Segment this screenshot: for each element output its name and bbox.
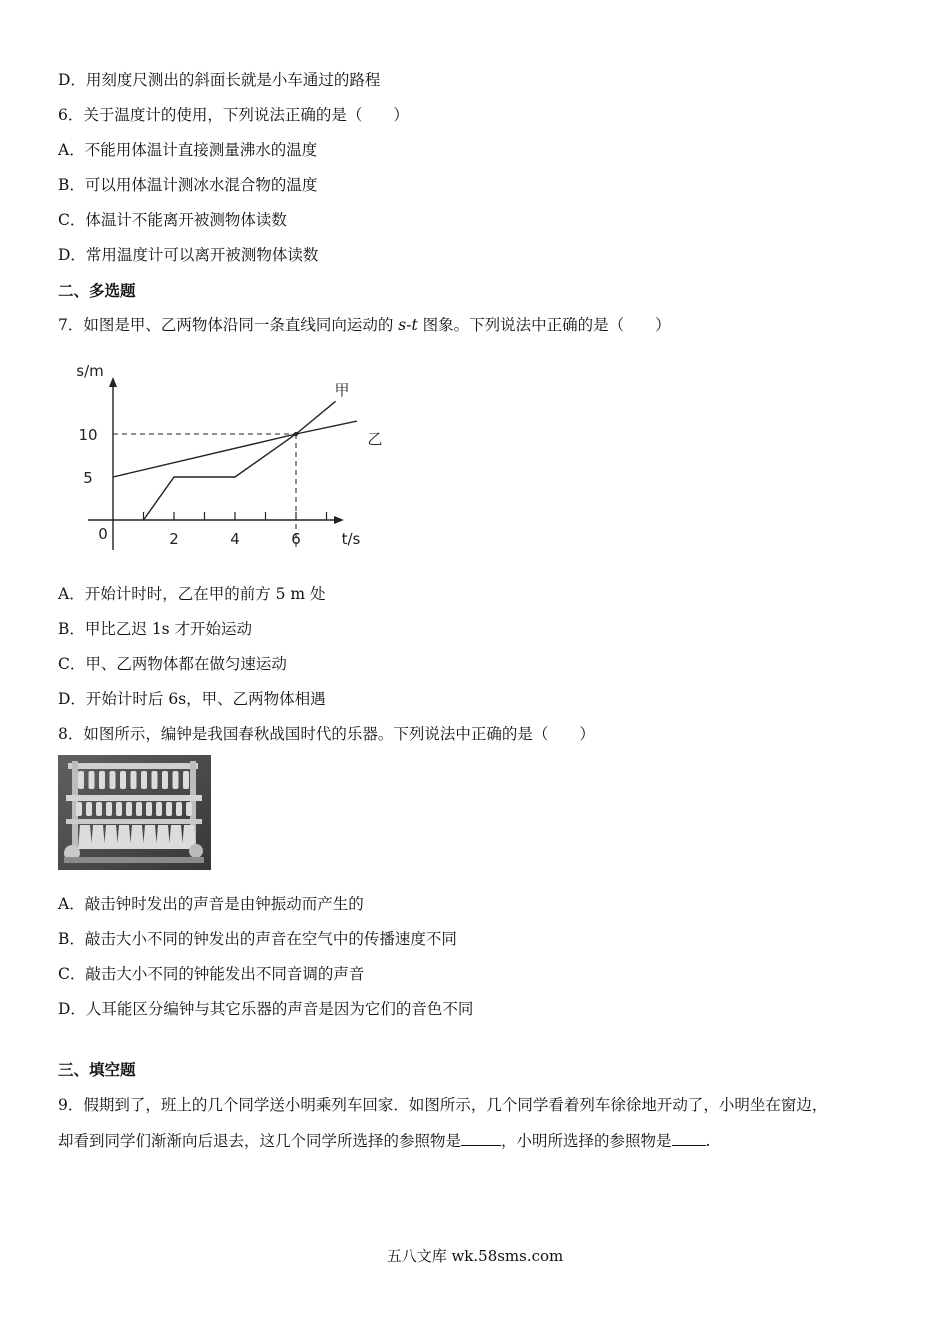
large-bell — [117, 825, 131, 849]
series-line-jia — [144, 401, 336, 520]
q6-option-a: A．不能用体温计直接测量沸水的温度 — [58, 141, 318, 159]
meeting-point — [294, 432, 298, 436]
middle-bell — [96, 802, 102, 816]
middle-bell — [146, 802, 152, 816]
small-bell — [120, 771, 126, 789]
middle-bell — [136, 802, 142, 816]
x-tick-label-2: 2 — [169, 530, 179, 548]
answer-blank-2[interactable] — [672, 1130, 706, 1146]
large-bell — [130, 825, 144, 849]
large-bell — [143, 825, 157, 849]
t-axis-arrow — [334, 516, 344, 524]
section-heading-fill-in: 三、填空题 — [58, 1060, 136, 1079]
series-label-jia: 甲 — [334, 381, 350, 399]
q7-option-a: A．开始计时时，乙在甲的前方 5 m 处 — [58, 585, 326, 603]
q5-option-d: D．用刻度尺测出的斜面长就是小车通过的路程 — [58, 71, 381, 89]
large-bell — [169, 825, 183, 849]
q7-stem-before: 7．如图是甲、乙两物体沿同一条直线同向运动的 — [58, 316, 399, 334]
middle-bell — [186, 802, 192, 816]
middle-bell — [116, 802, 122, 816]
y-tick-label-10: 10 — [78, 426, 98, 444]
graph-series — [113, 401, 357, 520]
q9-line-1: 9．假期到了，班上的几个同学送小明乘列车回家．如图所示，几个同学看着列车徐徐地开动了，小明坐在窗边， — [58, 1096, 828, 1114]
q7-option-b: B．甲比乙迟 1s 才开始运动 — [58, 620, 253, 638]
x-tick-label-6: 6 — [291, 530, 301, 548]
y-axis-label: s/m — [76, 362, 104, 380]
middle-bell — [176, 802, 182, 816]
small-bell — [99, 771, 105, 789]
middle-bell — [106, 802, 112, 816]
q9-text-b: ，小明所选择的参照物是 — [501, 1132, 672, 1150]
q9-line-2 — [58, 1130, 710, 1152]
x-axis-label: t/s — [341, 530, 361, 548]
graph-axes — [88, 377, 344, 550]
bianzhong-photo — [58, 755, 211, 870]
s-t-graph — [70, 355, 383, 555]
series-line-yi — [113, 421, 357, 477]
large-bell — [104, 825, 118, 849]
middle-bell — [76, 802, 82, 816]
small-bell — [173, 771, 179, 789]
small-bell — [131, 771, 137, 789]
q6-option-d: D．常用温度计可以离开被测物体读数 — [58, 246, 319, 264]
q7-stem — [58, 314, 671, 336]
large-bell — [91, 825, 105, 849]
x-tick-label-0: 0 — [98, 525, 108, 543]
middle-bell — [126, 802, 132, 816]
y-tick-label-5: 5 — [83, 469, 93, 487]
small-bell — [141, 771, 147, 789]
q7-stem-after: 图象。下列说法中正确的是（ ） — [417, 316, 671, 334]
large-bell — [78, 825, 92, 849]
q6-option-b: B．可以用体温计测冰水混合物的温度 — [58, 176, 318, 194]
small-bell — [183, 771, 189, 789]
large-bell — [156, 825, 170, 849]
q7-stem-italic: s-t — [398, 316, 418, 334]
small-bell — [110, 771, 116, 789]
graph-guides — [113, 434, 296, 547]
q6-stem: 6．关于温度计的使用，下列说法正确的是（ ） — [58, 106, 409, 124]
small-bell — [152, 771, 158, 789]
answer-blank-1[interactable] — [461, 1130, 501, 1146]
q6-option-c: C．体温计不能离开被测物体读数 — [58, 211, 287, 229]
middle-bell — [166, 802, 172, 816]
section-heading-multiple-choice: 二、多选题 — [58, 281, 136, 300]
middle-bell — [156, 802, 162, 816]
q8-option-d: D．人耳能区分编钟与其它乐器的声音是因为它们的音色不同 — [58, 1000, 474, 1018]
q8-option-a: A．敲击钟时发出的声音是由钟振动而产生的 — [58, 895, 364, 913]
s-axis-arrow — [109, 377, 117, 387]
q9-text-a: 却看到同学们渐渐向后退去，这几个同学所选择的参照物是 — [58, 1132, 462, 1150]
small-bell — [162, 771, 168, 789]
footer-watermark: 五八文库 wk.58sms.com — [386, 1247, 564, 1265]
q7-option-d: D．开始计时后 6s，甲、乙两物体相遇 — [58, 690, 326, 708]
q8-option-c: C．敲击大小不同的钟能发出不同音调的声音 — [58, 965, 365, 983]
small-bell — [78, 771, 84, 789]
q9-text-end: . — [705, 1132, 711, 1150]
middle-bell — [86, 802, 92, 816]
q7-option-c: C．甲、乙两物体都在做匀速运动 — [58, 655, 287, 673]
q8-stem: 8．如图所示，编钟是我国春秋战国时代的乐器。下列说法中正确的是（ ） — [58, 725, 595, 743]
x-tick-label-4: 4 — [230, 530, 240, 548]
small-bell — [89, 771, 95, 789]
q8-option-b: B．敲击大小不同的钟发出的声音在空气中的传播速度不同 — [58, 930, 457, 948]
series-label-yi: 乙 — [367, 430, 383, 448]
